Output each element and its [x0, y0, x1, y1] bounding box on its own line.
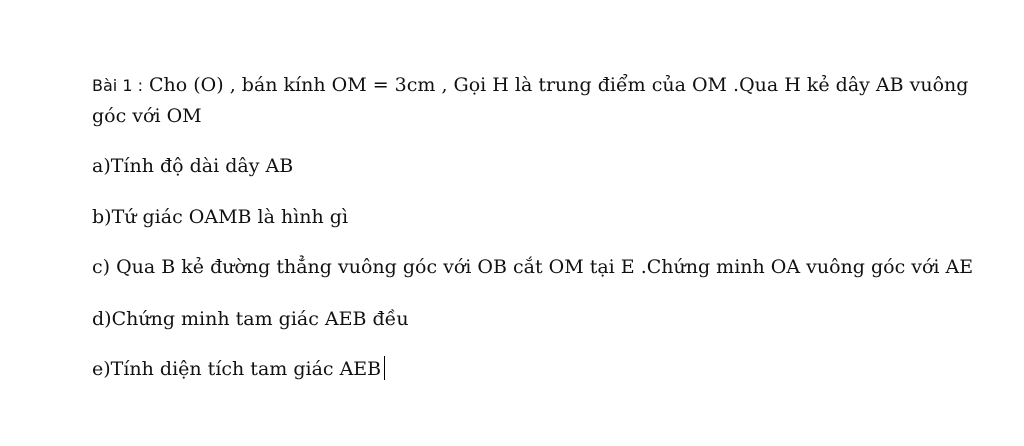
- problem-text-line-1: Cho (O) , bán kính OM = 3cm , Gọi H là trung điểm của OM .Qua H kẻ dây AB vuông: [142, 74, 969, 96]
- question-c-text: c) Qua B kẻ đường thẳng vuông góc với OB cắt OM tại E .Chứng minh OA vuông góc với AE: [92, 256, 974, 278]
- question-d-text: d)Chứng minh tam giác AEB đều: [92, 308, 409, 330]
- problem-statement-line-1: [92, 70, 968, 101]
- question-e: [92, 354, 385, 384]
- problem-number: Bài 1 :: [92, 76, 143, 95]
- question-d: [92, 304, 409, 334]
- problem-statement-line-2: [92, 101, 202, 131]
- question-b-text: b)Tứ giác OAMB là hình gì: [92, 206, 349, 228]
- problem-text-line-2: góc với OM: [92, 105, 202, 127]
- text-cursor: [384, 356, 385, 380]
- question-b: [92, 202, 348, 232]
- question-a: [92, 151, 293, 181]
- question-c: [92, 252, 973, 282]
- question-a-text: a)Tính độ dài dây AB: [92, 155, 294, 177]
- question-e-text: e)Tính diện tích tam giác AEB: [92, 358, 382, 380]
